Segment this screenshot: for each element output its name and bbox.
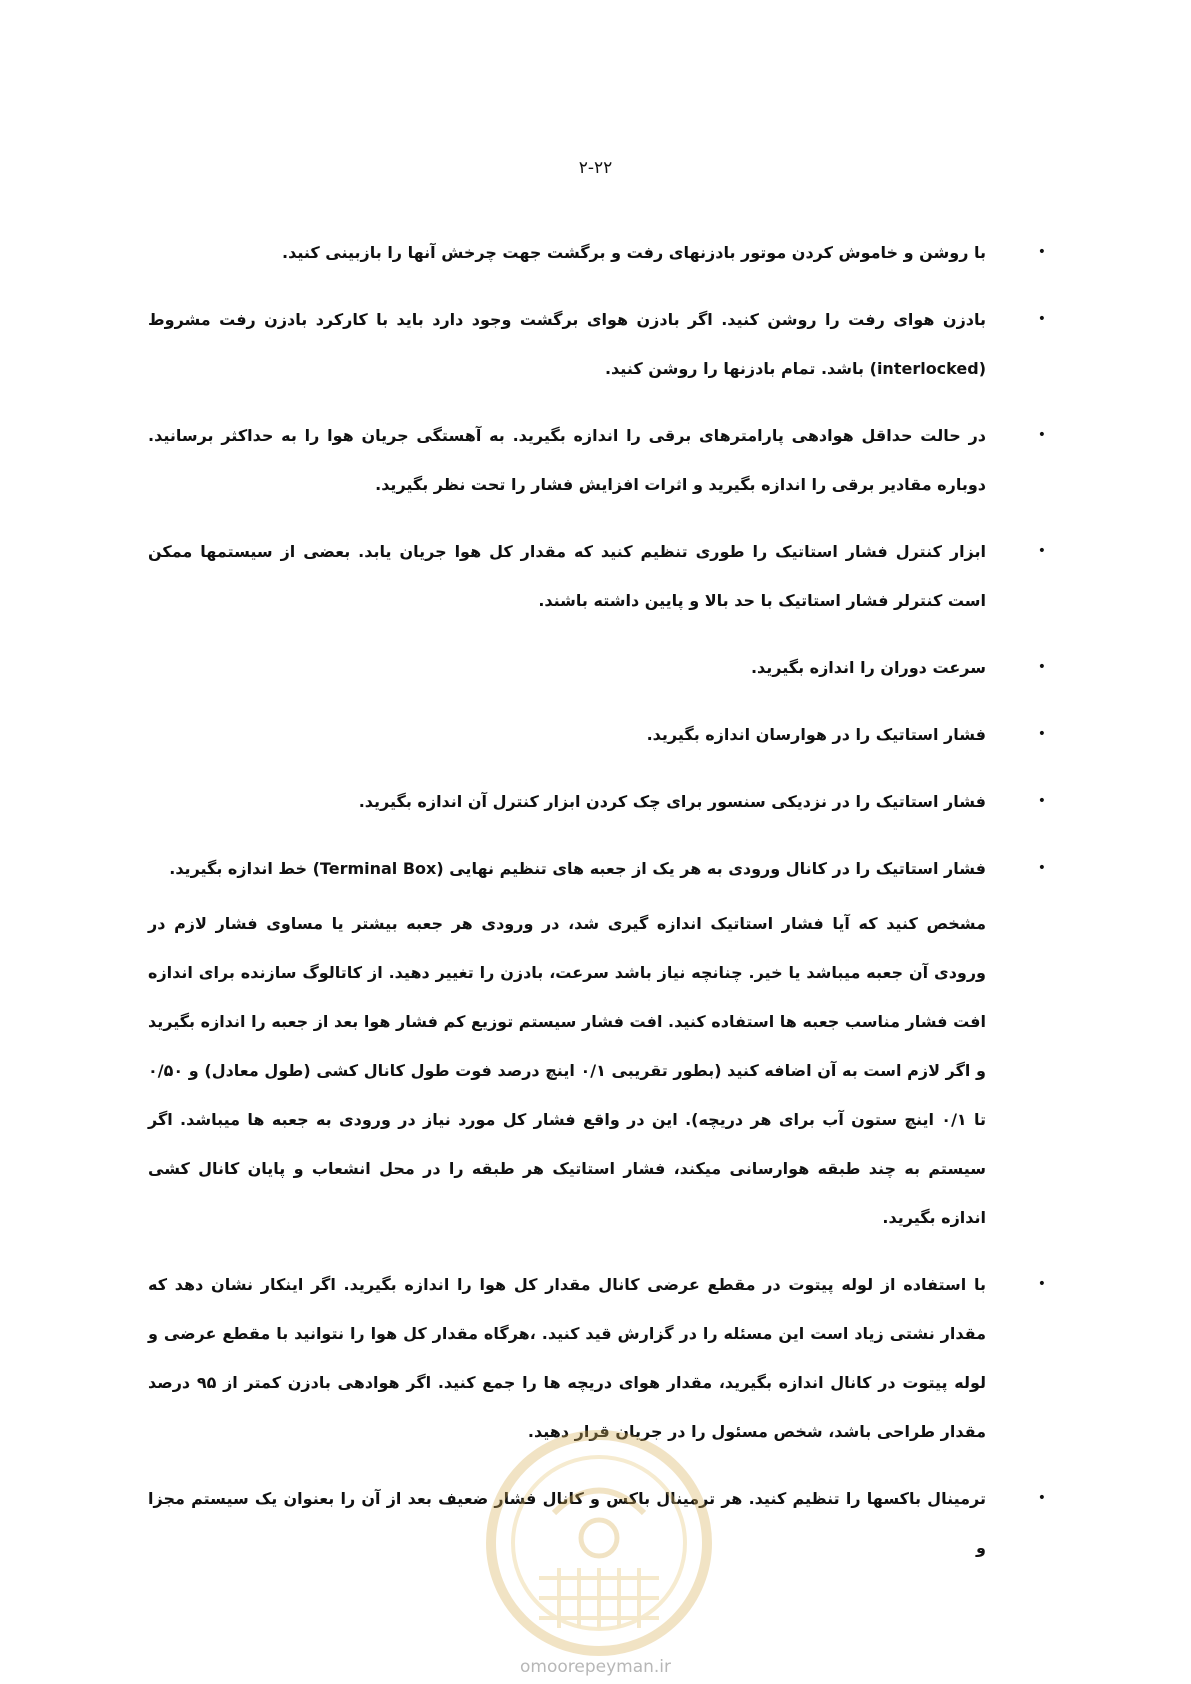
list-item	[148, 1260, 986, 1456]
list-item-text: • در حالت حداقل هوادهی پارامترهای برقی را اندازه بگیرید. به آهستگی جریان هوا را به حداکثر برسانید. دوباره مقادیر برقی را اندازه بگیرید و اثرات افزایش فشار را تحت نظر بگیرید.	[148, 426, 986, 494]
watermark-seal-icon	[484, 1428, 714, 1658]
list-item	[148, 228, 986, 277]
list-item-continuation: مشخص کنید که آیا فشار استاتیک اندازه گیری شد، در ورودی هر جعبه بیشتر یا مساوی فشار لازم در ورودی آن جعبه میباشد یا خیر. چنانچه نیاز باشد سرعت، بادزن را تغییر دهید. از کاتالوگ سازنده برای اندازه افت فشار مناسب جعبه ها استفاده کنید. افت فشار سیستم توزیع کم فشار هوا بعد از جعبه را اندازه بگیرید و اگر لازم است به آن اضافه کنید (بطور تقریبی ۰/۱ اینچ درصد فوت طول کانال کشی (طول معادل) و ۰/۵۰ تا ۰/۱ اینچ ستون آب برای هر دریچه). این در واقع فشار کل مورد نیاز در ورودی به جعبه ها میباشد. اگر سیستم به چند طبقه هوارسانی میکند، فشار استاتیک هر طبقه را در محل انشعاب و پایان کانال کشی اندازه بگیرید.	[148, 914, 987, 1227]
list-item-text: • فشار استاتیک را در کانال ورودی به هر یک از جعبه های تنظیم نهایی (Terminal Box) خط اندازه بگیرید.	[169, 859, 986, 878]
list-item	[148, 527, 986, 625]
list-item-text: • سرعت دوران را اندازه بگیرید.	[750, 658, 986, 677]
document-body	[148, 228, 986, 1590]
list-item	[148, 643, 986, 692]
list-item	[148, 777, 986, 826]
list-item-text: • فشار استاتیک را در نزدیکی سنسور برای چک کردن ابزار کنترل آن اندازه بگیرید.	[358, 792, 986, 811]
list-item-text: • با روشن و خاموش کردن موتور بادزنهای رفت و برگشت جهت چرخش آنها را بازبینی کنید.	[282, 243, 986, 262]
list-item-text: • بادزن هوای رفت را روشن کنید. اگر بادزن هوای برگشت وجود دارد باید با کارکرد بادزن رفت مشروط (interlocked) باشد. تمام بادزنها را روشن کنید.	[148, 310, 986, 378]
page-number: ۲-۲۲	[578, 158, 613, 178]
list-item-text: • ابزار کنترل فشار استاتیک را طوری تنظیم کنید که مقدار کل هوا جریان یابد. بعضی از سیستمها ممکن است کنترلر فشار استاتیک با حد بالا و پایین داشته باشند.	[148, 542, 986, 610]
list-item-text: • با استفاده از لوله پیتوت در مقطع عرضی کانال مقدار کل هوا را اندازه بگیرید. اگر اینکار نشان دهد که مقدار نشتی زیاد است این مسئله را در گزارش قید کنید. ،هرگاه مقدار کل هوا را نتوانید با مقطع عرضی و لوله پیتوت در کانال اندازه بگیرید، مقدار هوای دریچه ها را جمع کنید. اگر هوادهی بادزن کمتر از ۹۵ درصد مقدار طراحی باشد، شخص مسئول را در جریان قرار دهید.	[148, 1275, 986, 1441]
list-item	[148, 844, 986, 1242]
list-item	[148, 295, 986, 393]
list-item	[148, 411, 986, 509]
list-item-text: • ترمینال باکسها را تنظیم کنید. هر ترمینال باکس و کانال فشار ضعیف بعد از آن را بعنوان یک سیستم مجزا و	[148, 1489, 986, 1557]
bullet-list	[148, 228, 986, 1572]
watermark-text: omoorepeyman.ir	[519, 1657, 672, 1677]
list-item-text: • فشار استاتیک را در هوارسان اندازه بگیرید.	[646, 725, 986, 744]
list-item	[148, 710, 986, 759]
